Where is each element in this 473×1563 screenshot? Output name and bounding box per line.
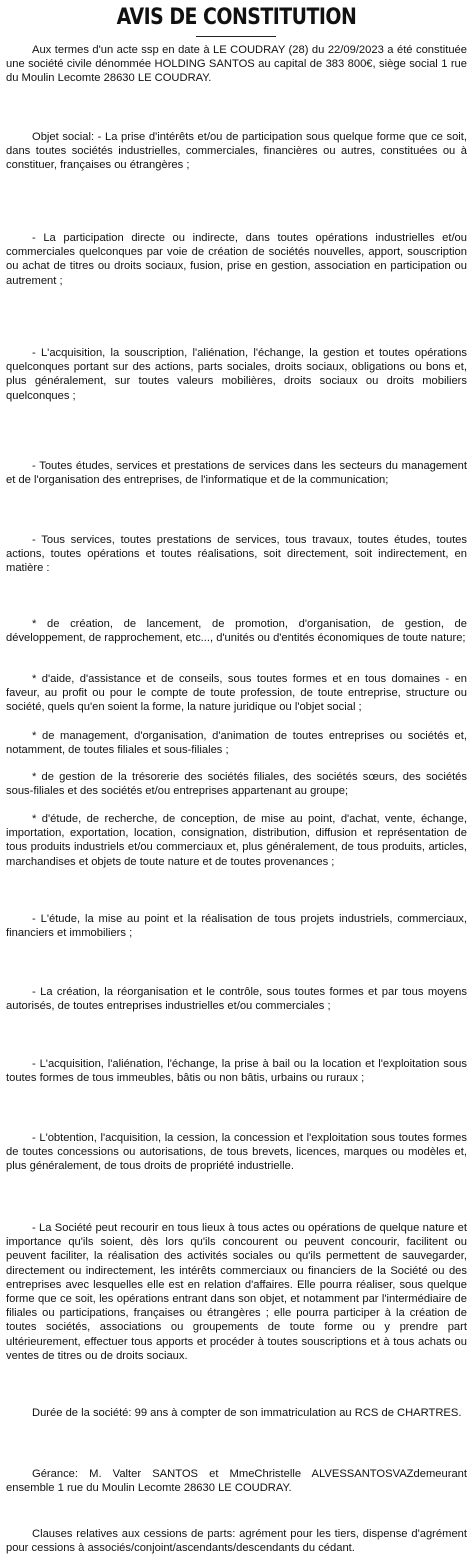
subitem-creation: * de création, de lancement, de promotion, d'organisation, de gestion, de développement, de rapprochement, etc..., d'unités ou d'entités économiques de toute nature; xyxy=(6,618,467,645)
object-paragraph: Objet social: - La prise d'intérêts et/ou de participation sous quelque forme que ce soit, dans toutes sociétés industrielles, commerciales, financières ou autres, constituées ou à constituer, françaises ou étrangères ; xyxy=(6,131,467,172)
share-transfer-paragraph: Clauses relatives aux cessions de parts: agrément pour les tiers, dispense d'agrément pour cessions à associés/conjoint/ascendants/descendants du cédant. xyxy=(6,1528,467,1555)
subitem-products: * d'étude, de recherche, de conception, de mise au point, d'achat, vente, échange, importation, exportation, location, consignation, distribution, diffusion et représentation de tous produits industriels et/ou commerciaux et, plus généralement, de tous produits, articles, marchandises et objets de toute nature et de toutes provenances ; xyxy=(6,813,467,868)
management-paragraph: Gérance: M. Valter SANTOS et MmeChristelle ALVESSANTOSVAZdemeurant ensemble 1 rue du Moulin Lecomte 28630 LE COUDRAY. xyxy=(6,1468,467,1495)
object-item-projects: - L'étude, la mise au point et la réalisation de tous projets industriels, commerciaux, financiers et immobiliers ; xyxy=(6,913,467,940)
object-item-securities: - L'acquisition, la souscription, l'aliénation, l'échange, la gestion et toutes opérations quelconques portant sur des actions, parts sociales, droits sociaux, obligations ou bons et, plus généralement, sur toutes valeurs mobilières, droits sociaux ou droits mobiliers quelconques ; xyxy=(6,347,467,402)
object-item-studies: - Toutes études, services et prestations de services dans les secteurs du management et de l'organisation des entreprises, de l'informatique et de la communication; xyxy=(6,460,467,487)
notice-title: AVIS DE CONSTITUTION xyxy=(116,5,357,30)
object-item-ip: - L'obtention, l'acquisition, la cession, la concession et l'exploitation sous toutes formes de toutes concessions ou autorisations, de tous brevets, licences, marques ou modèles et, plus généralement, de tous droits de propriété industrielle. xyxy=(6,1132,467,1173)
duration-paragraph: Durée de la société: 99 ans à compter de son immatriculation au RCS de CHARTRES. xyxy=(32,1407,462,1419)
subitem-assistance: * d'aide, d'assistance et de conseils, sous toutes formes et en tous domaines - en faveur, au profit ou pour le compte de toute profession, de toute entreprise, structure ou société, quels qu'en soient la forme, la nature juridique ou l'objet social ; xyxy=(6,673,467,714)
subitem-treasury: * de gestion de la trésorerie des sociétés filiales, des sociétés sœurs, des sociétés sous-filiales et des sociétés et/ou entreprises appartenant au groupe; xyxy=(6,771,467,798)
intro-paragraph: Aux termes d'un acte ssp en date à LE COUDRAY (28) du 22/09/2023 a été constituée une société civile dénommée HOLDING SANTOS au capital de 383 800€, siège social 1 rue du Moulin Lecomte 28630 LE COUDRAY. xyxy=(6,44,467,85)
object-item-general: - La Société peut recourir en tous lieux à tous actes ou opérations de quelque nature et importance qu'ils soient, dès lors qu'ils concourent ou peuvent concourir, facilitent ou peuvent faciliter, la réalisation des activités sociales ou qu'ils permettent de sauvegarder, directement ou indirectement, les intérêts commerciaux ou financiers de la Société ou des entreprises avec lesquelles elle est en relation d'affaires. Elle pourra réaliser, sous quelque forme que ce soit, les opérations entrant dans son objet, et notamment par l'intermédiaire de filiales ou participations, françaises ou étrangères ; elle pourra participer à la création de toutes sociétés, associations ou groupements de toute forme ou y prendre part ultérieurement, effectuer tous apports et procéder à toutes souscriptions et à tous achats ou ventes de titres ou de droits sociaux. xyxy=(6,1222,467,1362)
object-item-participation: - La participation directe ou indirecte, dans toutes opérations industrielles et/ou commerciales quelconques par voie de création de sociétés nouvelles, apport, souscription ou achat de titres ou droits sociaux, fusion, prise en gestion, association en participation ou autrement ; xyxy=(6,232,467,287)
object-item-control: - La création, la réorganisation et le contrôle, sous toutes formes et par tous moyens autorisés, de toutes entreprises industrielles et/ou commerciales ; xyxy=(6,986,467,1013)
object-item-realestate: - L'acquisition, l'aliénation, l'échange, la prise à bail ou la location et l'exploitation sous toutes formes de tous immeubles, bâtis ou non bâtis, urbains ou ruraux ; xyxy=(6,1058,467,1085)
object-item-services: - Tous services, toutes prestations de services, tous travaux, toutes études, toutes actions, toutes opérations et toutes réalisations, soit directement, soit indirectement, en matière : xyxy=(6,534,467,575)
subitem-management: * de management, d'organisation, d'animation de toutes entreprises ou sociétés et, notamment, de toutes filiales et sous-filiales ; xyxy=(6,730,467,757)
title-underline xyxy=(196,36,276,37)
